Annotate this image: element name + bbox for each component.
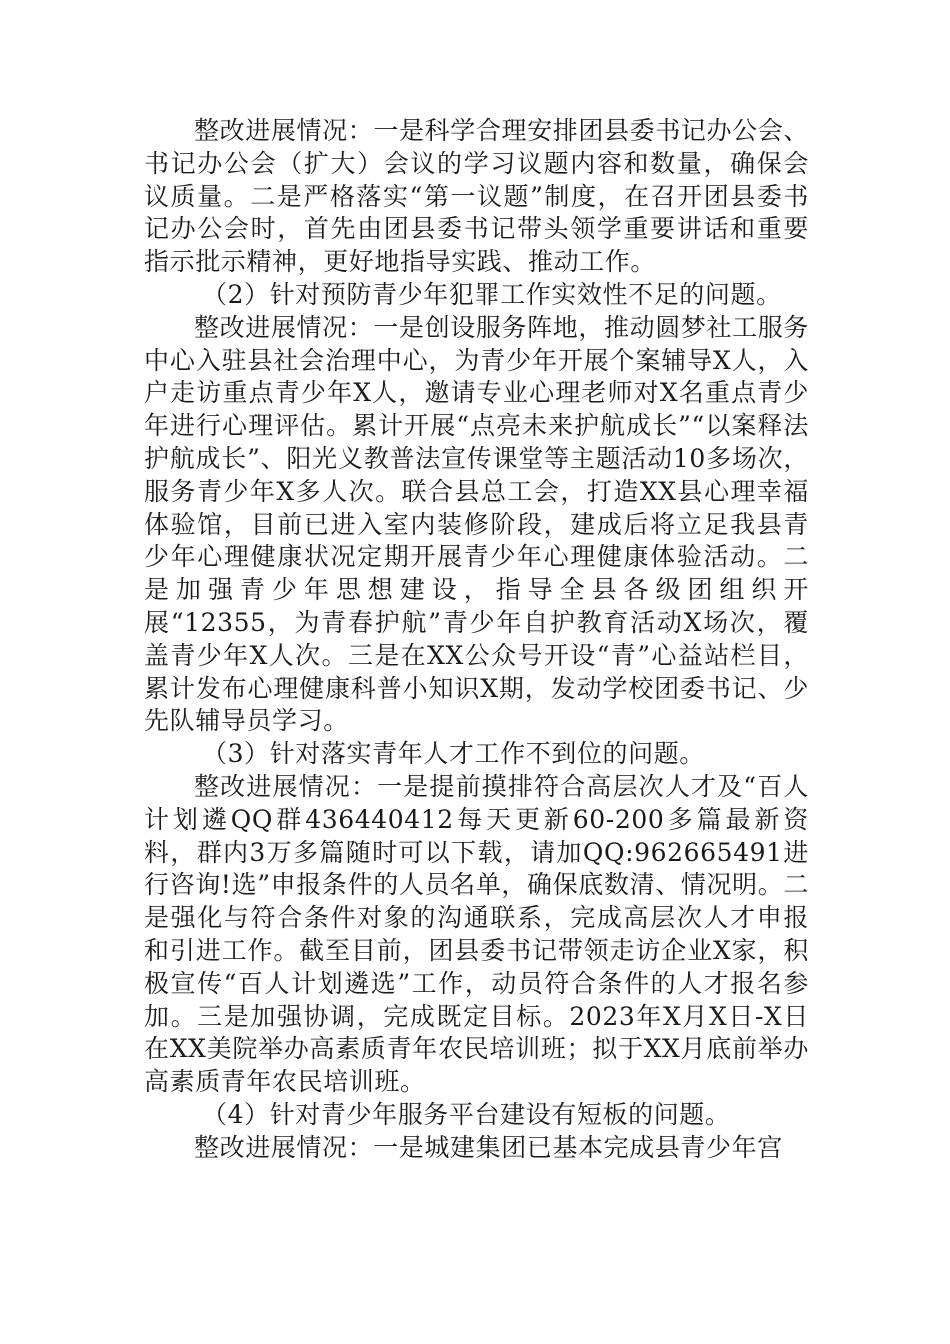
heading-item-3: （3）针对落实青年人才工作不到位的问题。 bbox=[202, 739, 705, 769]
heading-item-4: （4）针对青少年服务平台建设有短板的问题。 bbox=[202, 1099, 731, 1129]
heading-item-2: （2）针对预防青少年犯罪工作实效性不足的问题。 bbox=[202, 279, 782, 309]
paragraph-progress-4: 整改进展情况：一是城建集团已基本完成县青少年宫 bbox=[194, 1132, 783, 1162]
paragraph-progress-3: 整改进展情况：一是提前摸排符合高层次人才及“百人计划遴QQ群436440412每天更新60-200多篇最新资料，群内3万多篇随时可以下载，请加QQ:962665491进行咨询!选”申报条件的人员名单，确保底数清、情况明。二是强化与符合条件对象的沟通联系，完成高层次人才申报和引进工作。截至目前，团县委书记带领走访企业X家，积极宣传“百人计划遴选”工作，动员符合条件的人才报名参加。三是加强协调，完成既定目标。2023年X月X日-X日在XX美院举办高素质青年农民培训班；拟于XX月底前举办高素质青年农民培训班。 bbox=[144, 771, 809, 1097]
paragraph-progress-2: 整改进展情况：一是创设服务阵地，推动圆梦社工服务中心入驻县社会治理中心，为青少年开展个案辅导X人，入户走访重点青少年X人，邀请专业心理老师对X名重点青少年进行心理评估。累计开展“点亮未来护航成长”“以案释法护航成长”、阳光义教普法宣传课堂等主题活动10多场次，服务青少年X多人次。联合县总工会，打造XX县心理幸福体验馆，目前已进入室内装修阶段，建成后将立足我县青少年心理健康状况定期开展青少年心理健康体验活动。二是加强青少年思想建设，指导全县各级团组织开展“12355，为青春护航”青少年自护教育活动X场次，覆盖青少年X人次。三是在XX公众号开设“青”心益站栏目，累计发布心理健康科普小知识X期，发动学校团委书记、少先队辅导员学习。 bbox=[144, 312, 809, 736]
document-page bbox=[144, 115, 809, 1165]
paragraph-progress-1: 整改进展情况：一是科学合理安排团县委书记办公会、书记办公会（扩大）会议的学习议题内容和数量，确保会议质量。二是严格落实“第一议题”制度，在召开团县委书记办公会时，首先由团县委书记带头领学重要讲话和重要指示批示精神，更好地指导实践、推动工作。 bbox=[144, 116, 809, 277]
